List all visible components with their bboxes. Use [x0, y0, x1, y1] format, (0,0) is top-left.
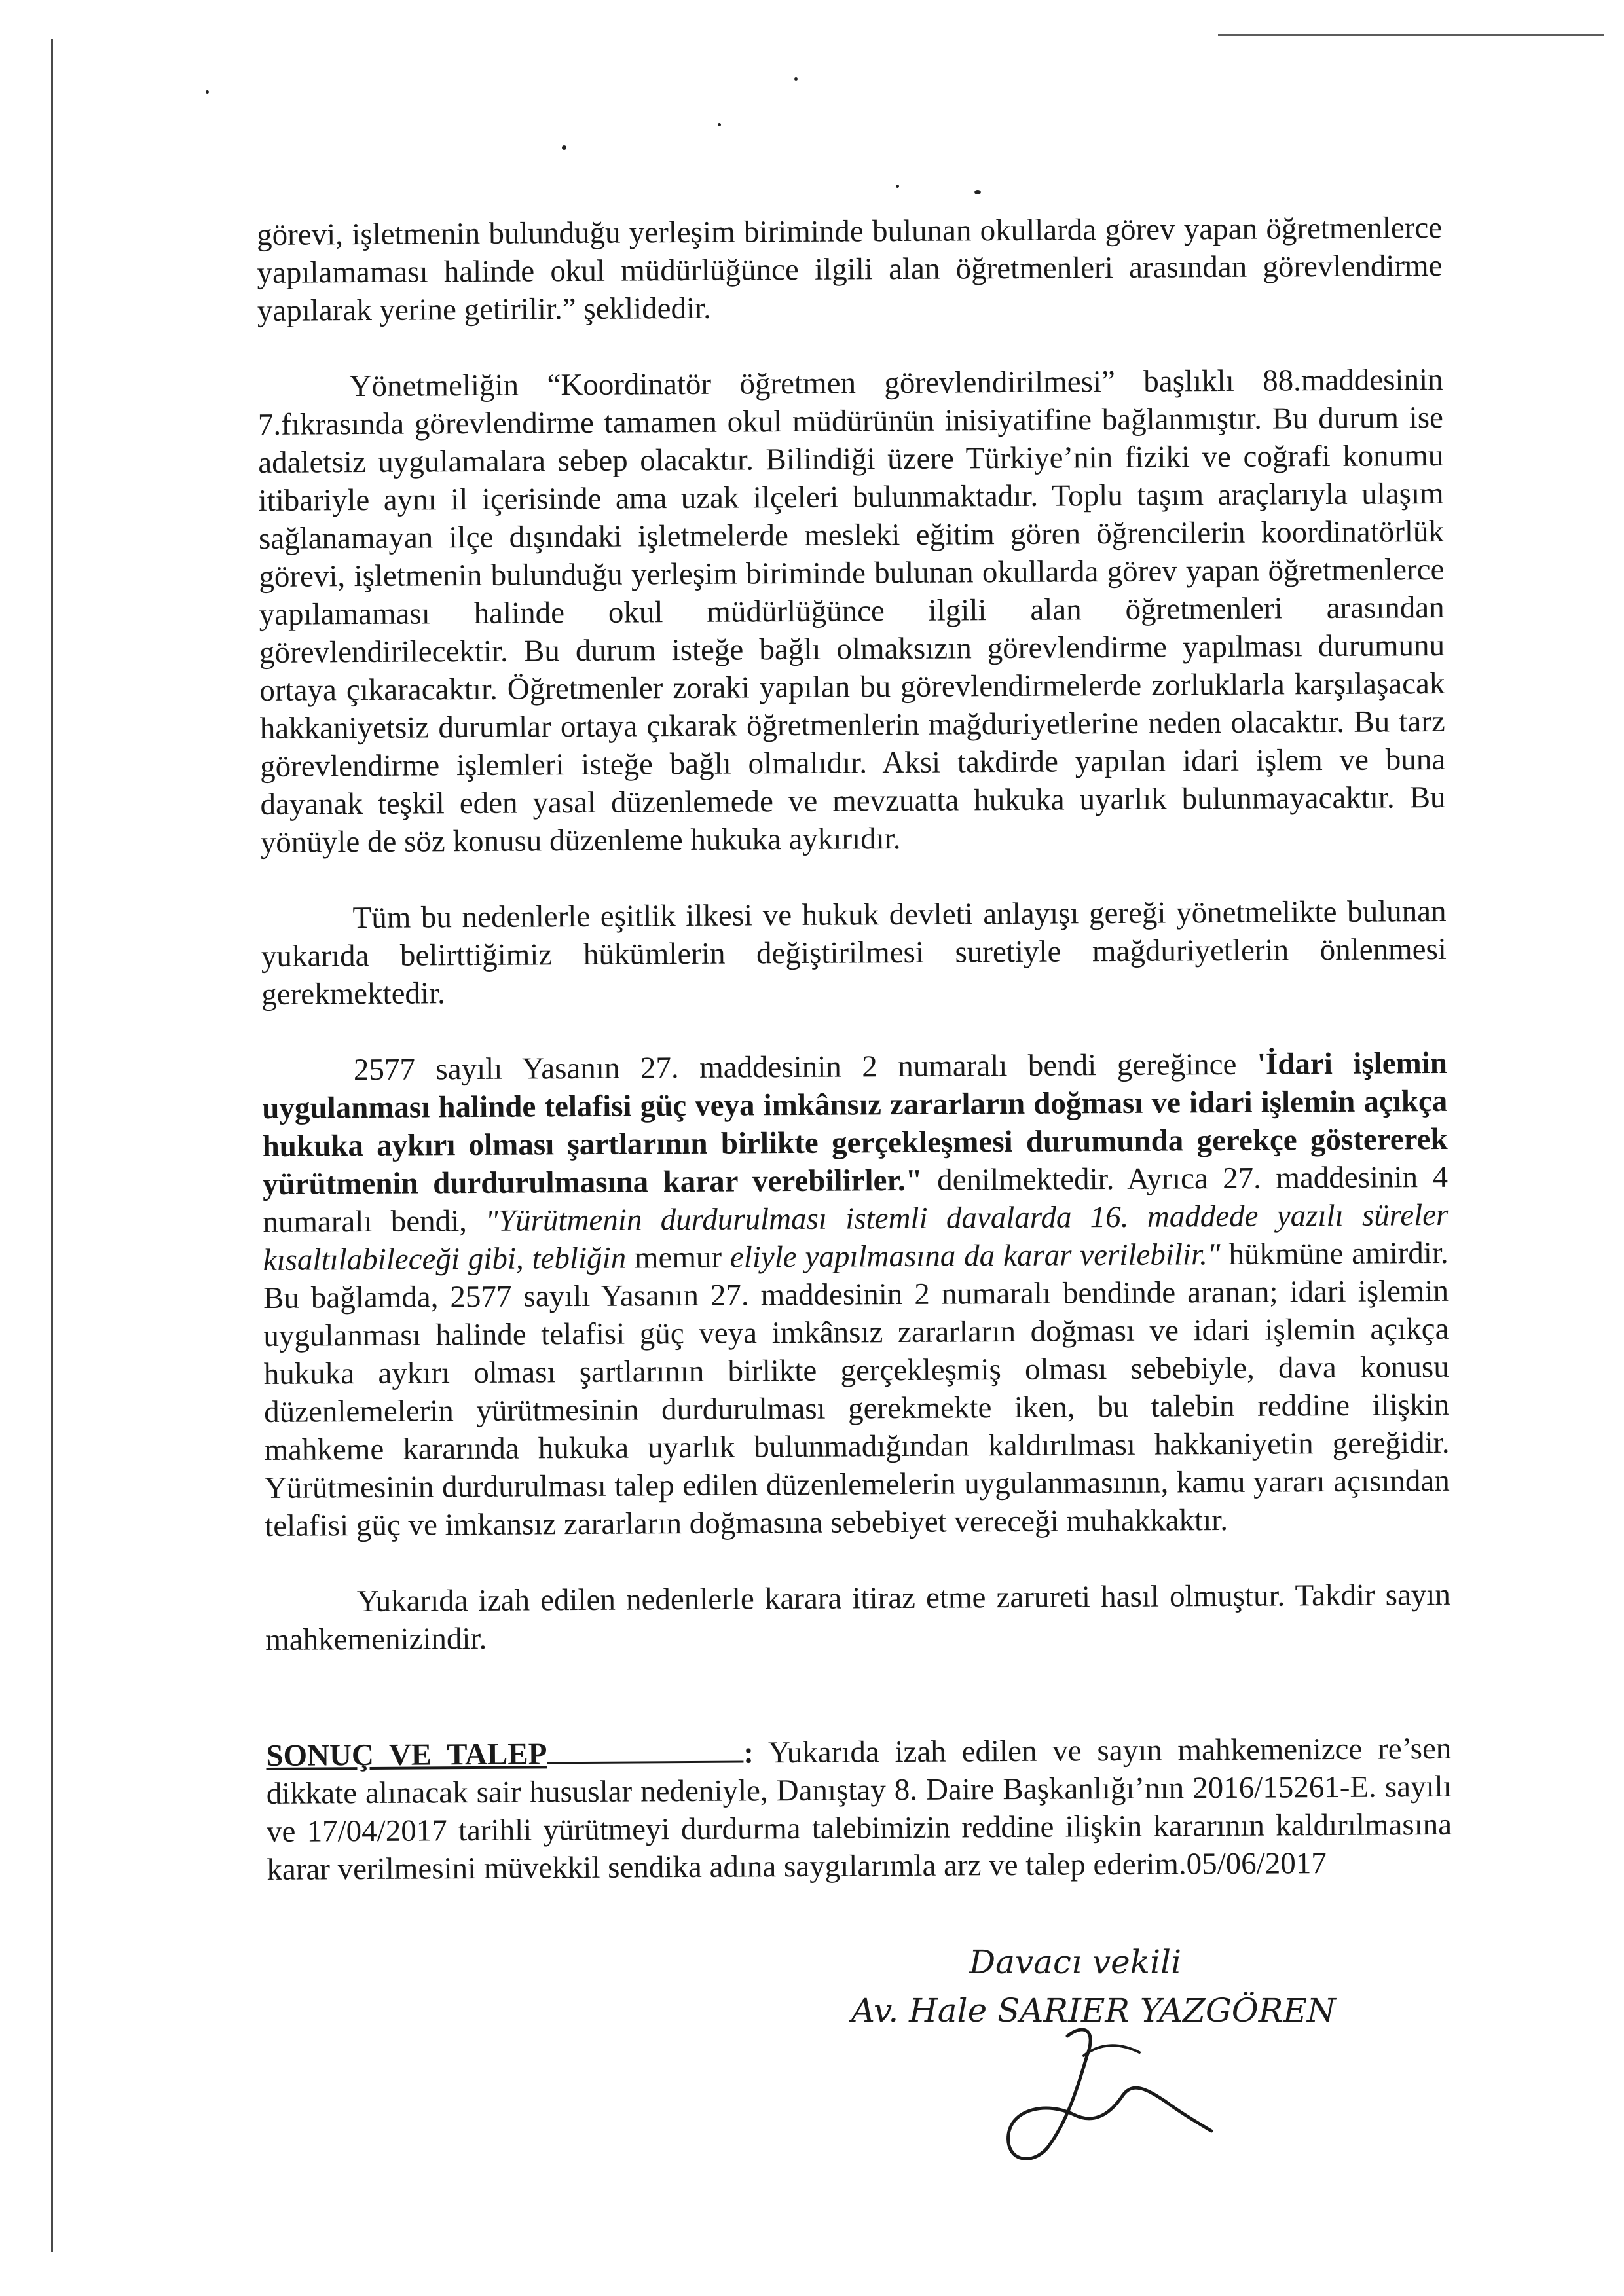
law-intro: 2577 sayılı Yasanın 27. maddesinin 2 numaralı bendi gereğince [353, 1047, 1258, 1087]
result-underline-gap [547, 1732, 743, 1764]
law-mid: denilmektedir. Ayrıca 27. maddesinin 4 numaralı bendi, [263, 1159, 1449, 1239]
scan-speck [206, 90, 209, 94]
paragraph-equality: Tüm bu nedenlerle eşitlik ilkesi ve hukuk devleti anlayışı gereği yönetmelikte bulunan yukarıda belirttiğimiz hükümlerin değiştirilmesi suretiyle mağduriyetlerin önlenmesi gerekmektedir. [261, 894, 1447, 1011]
scan-border-left [51, 39, 53, 2252]
scan-speck [794, 77, 798, 81]
result-separator: : [743, 1736, 754, 1770]
paragraph-law [262, 1044, 1450, 1545]
paragraph-regulation: Yönetmeliğin “Koordinatör öğretmen görevlendirilmesi” başlıklı 88.maddesinin 7.fıkrasında görevlendirme tamamen okul müdürünün inisiyatifine bağlanmıştır. Bu durum ise adaletsiz uygulamalara sebep olacaktır. Bilindiği üzere Türkiye’nin fiziki ve coğrafi konumu itibariyle aynı il içerisinde ama uzak ilçeleri bulunmaktadır. Toplu taşım araçlarıyla ulaşım sağlanamayan ilçe dışındaki işletmelerde mesleki eğitim gören öğrencilerin koordinatörlük görevi, işletmenin bulunduğu yerleşim biriminde bulunan okullarda görev yapan öğretmenlerce yapılamaması halinde okul müdürlüğünce ilgili alan öğretmenleri arasından görevlendirilecektir. Bu durum isteğe bağlı olmaksızın görevlendirme yapılması durumunu ortaya çıkaracaktır. Öğretmenler zoraki yapılan bu görevlendirmelerde zorluklarla karşılaşacak hakkaniyetsiz durumlar ortaya çıkarak öğretmenlerin mağduriyetlerine neden olacaktır. Bu tarz görevlendirme işlemleri isteğe bağlı olmalıdır. Aksi takdirde yapılan idari işlem ve buna dayanak teşkil eden yasal düzenlemede ve mevzuatta hukuka uyarlık bulunmayacaktır. Bu yönüyle de söz konusu düzenleme hukuka aykırıdır. [257, 362, 1446, 860]
paragraph-continuation: görevi, işletmenin bulunduğu yerleşim biriminde bulunan okullarda görev yapan öğretmenlerce yapılamaması halinde okul müdürlüğünce ilgili alan öğretmenleri arasından görevlendirme yapılarak yerine getirilir.” şeklidedir. [257, 210, 1443, 328]
scan-speck [718, 123, 721, 126]
law-plain-1: memur [625, 1240, 731, 1275]
law-bold-quote: 'İdari işlemin uygulanması halinde telafisi güç veya imkânsız zararların doğması ve idari işlemin açıkça hukuka aykırı olması şartlarının birlikte gerçekleşmesi durumunda gerekçe göstererek yürütmenin durdurulmasına karar verebilirler." [262, 1046, 1448, 1201]
scan-speck [974, 190, 981, 194]
result-text: Yukarıda izah edilen ve sayın mahkemenizce re’sen dikkate alınacak sair hususlar nedeniyle, Danıştay 8. Daire Başkanlığı’nın 2016/15261-E. sayılı ve 17/04/2017 tarihli yürütmeyi durdurma talebimizin reddine ilişkin kararının kaldırılmasına karar verilmesini müvekkil sendika adına saygılarımla arz ve talep ederim.05/06/2017 [266, 1731, 1452, 1887]
paragraph-result [266, 1728, 1452, 1889]
handwritten-signature [969, 2016, 1218, 2174]
signature-title: Davacı vekili [969, 1943, 1181, 1981]
signature-name: Av. Hale SARIER YAZGÖREN [851, 1992, 1336, 2030]
law-rest: hükmüne amirdir. Bu bağlamda, 2577 sayılı Yasanın 27. maddesinin 2 numaralı bendinde aranan; idari işlemin uygulanması halinde telafisi güç veya imkânsız zararların doğması ve idari işlemin açıkça hukuka aykırı olması şartlarının birlikte gerçekleşmiş olması sebebiyle, dava konusu düzenlemelerin yürütmesinin durdurulması gerekmekte iken, bu talebin reddine ilişkin mahkeme kararında hukuka uyarlık bulunmadığından kaldırılması hakkaniyetin gereğidir. Yürütmesinin durdurulması talep edilen düzenlemelerin uygulanmasının, kamu yararı açısından telafisi güç ve imkansız zararların doğmasına sebebiyet vereceği muhakkaktır. [263, 1235, 1450, 1543]
scan-border-top [1218, 34, 1604, 36]
paragraph-closing: Yukarıda izah edilen nedenlerle karara itiraz etme zarureti hasıl olmuştur. Takdir sayın mahkemenizindir. [265, 1577, 1451, 1657]
document-body [257, 209, 1452, 1889]
scan-speck [896, 185, 899, 188]
law-italic-quote-2: eliyle yapılmasına da karar verilebilir." [729, 1237, 1221, 1275]
result-heading: SONUÇ VE TALEP [266, 1737, 547, 1773]
law-italic-quote-1: "Yürütmenin durdurulması istemli davalarda 16. maddede yazılı süreler kısaltılabileceği gibi, tebliğin [263, 1197, 1449, 1277]
scan-speck [562, 145, 566, 150]
